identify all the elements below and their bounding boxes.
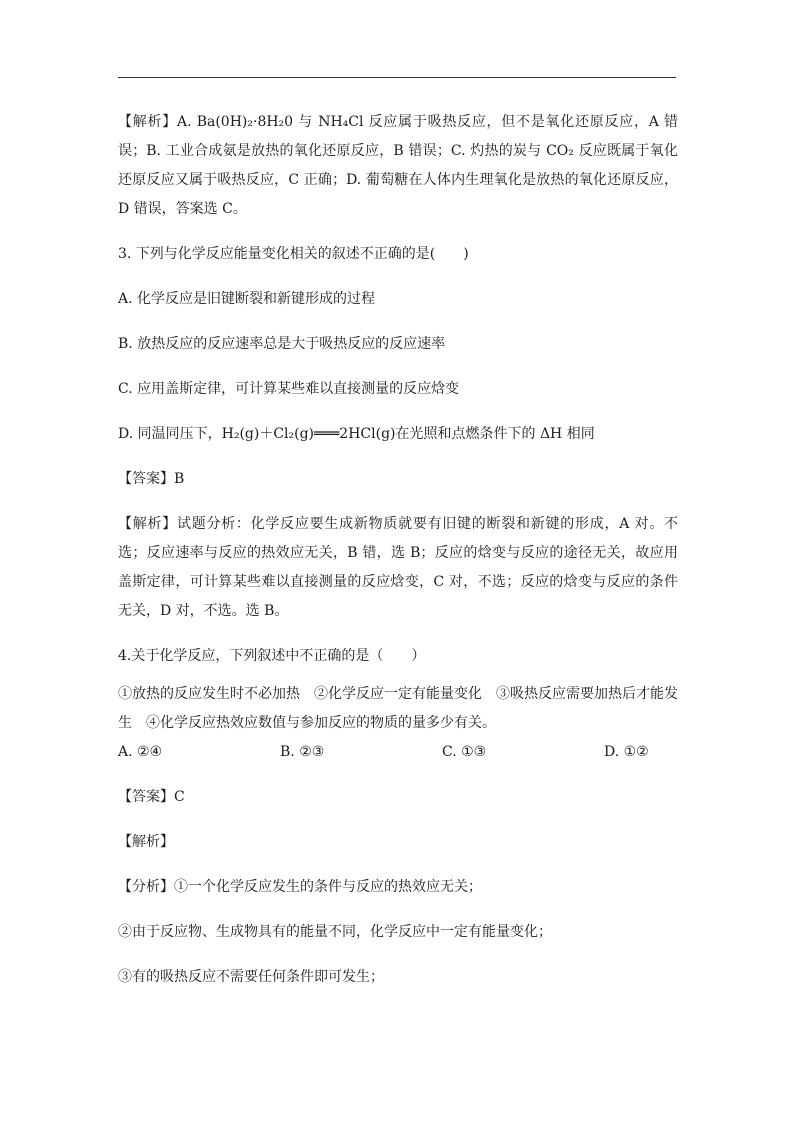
q4-fenxi-1: 【分析】①一个化学反应发生的条件与反应的热效应无关； bbox=[118, 879, 482, 895]
q4-option-c: C. ①③ bbox=[442, 744, 487, 760]
q3-analysis: 【解析】试题分析：化学反应要生成新物质就要有旧键的断裂和新键的形成，A 对。不选；反应速率与反应的热效应无关，B 错，选 B；反应的焓变与反应的途径无关，故应用盖斯定律，可计算某些难以直接测量的反应焓变，C 对，不选；反应的焓变与反应的条件无关，D 对，不选。选 B。 bbox=[118, 516, 678, 619]
q4-options bbox=[118, 738, 678, 767]
q4-stem: 4.关于化学反应，下列叙述中不正确的是（ ） bbox=[118, 648, 426, 664]
q4-fenxi-2: ②由于反应物、生成物具有的能量不同，化学反应中一定有能量变化； bbox=[118, 924, 552, 940]
q4-fenxi-3: ③有的吸热反应不需要任何条件即可发生； bbox=[118, 969, 384, 985]
q3-option-d: D. 同温同压下，H₂(g)＋Cl₂(g)═══2HCl(g)在光照和点燃条件下的 ΔH 相同 bbox=[118, 426, 595, 442]
q3-option-c: C. 应用盖斯定律，可计算某些难以直接测量的反应焓变 bbox=[118, 381, 460, 397]
q4-analysis-label: 【解析】 bbox=[118, 834, 174, 850]
document-body bbox=[118, 108, 678, 992]
q3-answer: 【答案】B bbox=[118, 471, 185, 487]
q4-answer: 【答案】C bbox=[118, 789, 185, 805]
q4-option-d: D. ①② bbox=[604, 744, 649, 760]
q3-option-a: A. 化学反应是旧键断裂和新键形成的过程 bbox=[118, 291, 376, 307]
q4-option-b: B. ②③ bbox=[280, 744, 325, 760]
q4-statements: ①放热的反应发生时不必加热 ②化学反应一定有能量变化 ③吸热反应需要加热后才能发生 ④化学反应热效应数值与参加反应的物质的量多少有关。 bbox=[118, 686, 678, 731]
analysis-q2: 【解析】A. Ba(0H)₂·8H₂0 与 NH₄Cl 反应属于吸热反应，但不是氧化还原反应，A 错误；B. 工业合成氨是放热的氧化还原反应，B 错误；C. 灼热的炭与 CO₂ 反应既属于氧化还原反应又属于吸热反应，C 正确；D. 葡萄糖在人体内生理氧化是放热的氧化还原反应，D 错误，答案选 C。 bbox=[118, 114, 678, 217]
header-rule bbox=[118, 77, 676, 78]
q4-option-a: A. ②④ bbox=[118, 744, 163, 760]
q3-stem: 3. 下列与化学反应能量变化相关的叙述不正确的是( ) bbox=[118, 246, 469, 262]
q3-option-b: B. 放热反应的反应速率总是大于吸热反应的反应速率 bbox=[118, 336, 446, 352]
